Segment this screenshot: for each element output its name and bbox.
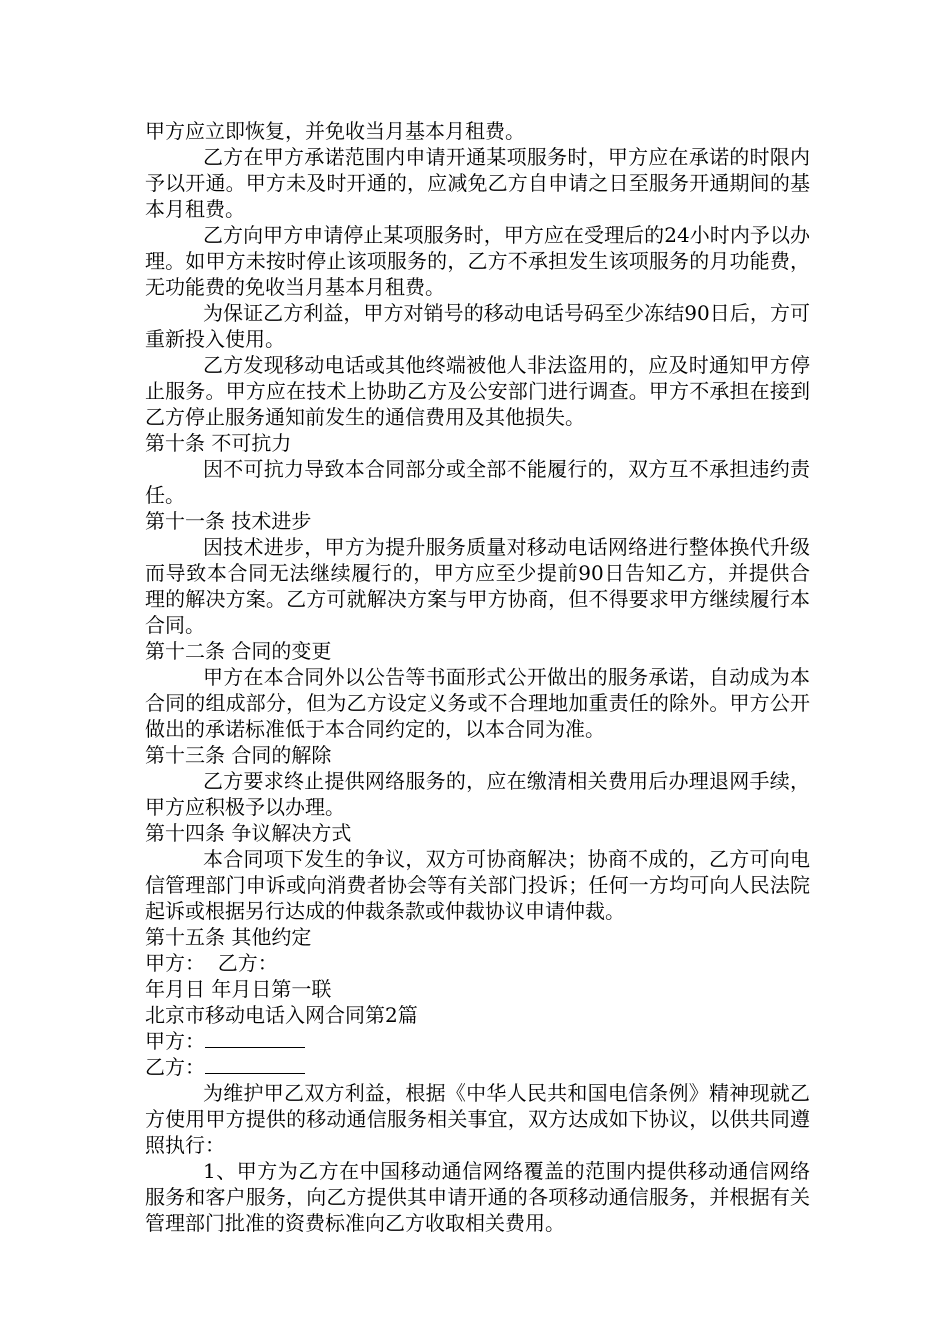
document-body bbox=[145, 118, 810, 1236]
article-heading: 第十条 不可抗力 bbox=[145, 431, 292, 455]
paragraph: 甲方在本合同外以公告等书面形式公开做出的服务承诺，自动成为本合同的组成部分，但为乙方设定义务或不合理地加重责任的除外。甲方公开做出的承诺标准低于本合同约定的，以本合同为准。 bbox=[145, 665, 810, 741]
article-heading: 第十四条 争议解决方式 bbox=[145, 821, 352, 845]
paragraph: 乙方在甲方承诺范围内申请开通某项服务时，甲方应在承诺的时限内予以开通。甲方未及时开通的，应减免乙方自申请之日至服务开通期间的基本月租费。 bbox=[145, 145, 810, 221]
party-b-blank bbox=[205, 1055, 305, 1074]
article-heading: 第十三条 合同的解除 bbox=[145, 743, 332, 767]
signature-parties: 甲方： 乙方： bbox=[145, 951, 278, 975]
paragraph: 因不可抗力导致本合同部分或全部不能履行的，双方互不承担违约责任。 bbox=[145, 457, 810, 507]
article-heading: 第十一条 技术进步 bbox=[145, 509, 312, 533]
paragraph: 本合同项下发生的争议，双方可协商解决；协商不成的，乙方可向电信管理部门申诉或向消费者协会等有关部门投诉；任何一方均可向人民法院起诉或根据另行达成的仲裁条款或仲裁协议申请仲裁。 bbox=[145, 847, 810, 923]
party-a-label: 甲方： bbox=[145, 1029, 205, 1053]
paragraph: 乙方向甲方申请停止某项服务时，甲方应在受理后的24小时内予以办理。如甲方未按时停止该项服务的，乙方不承担发生该项服务的月功能费，无功能费的免收当月基本月租费。 bbox=[145, 223, 810, 299]
section-title: 北京市移动电话入网合同第2篇 bbox=[145, 1003, 418, 1027]
paragraph: 1、甲方为乙方在中国移动通信网络覆盖的范围内提供移动通信网络服务和客户服务，向乙方提供其申请开通的各项移动通信服务，并根据有关管理部门批准的资费标准向乙方收取相关费用。 bbox=[145, 1159, 810, 1235]
paragraph: 甲方应立即恢复，并免收当月基本月租费。 bbox=[145, 119, 525, 143]
paragraph: 乙方要求终止提供网络服务的，应在缴清相关费用后办理退网手续，甲方应积极予以办理。 bbox=[145, 769, 810, 819]
article-heading: 第十二条 合同的变更 bbox=[145, 639, 332, 663]
signature-dates: 年月日 年月日第一联 bbox=[145, 977, 332, 1001]
party-a-line bbox=[145, 1028, 810, 1054]
party-a-blank bbox=[205, 1029, 305, 1048]
paragraph: 为维护甲乙双方利益，根据《中华人民共和国电信条例》精神现就乙方使用甲方提供的移动通信服务相关事宜，双方达成如下协议，以供共同遵照执行： bbox=[145, 1081, 810, 1157]
party-b-line bbox=[145, 1054, 810, 1080]
article-heading: 第十五条 其他约定 bbox=[145, 925, 312, 949]
paragraph: 为保证乙方利益，甲方对销号的移动电话号码至少冻结90日后，方可重新投入使用。 bbox=[145, 301, 810, 351]
party-b-label: 乙方： bbox=[145, 1055, 205, 1079]
paragraph: 乙方发现移动电话或其他终端被他人非法盗用的，应及时通知甲方停止服务。甲方应在技术上协助乙方及公安部门进行调查。甲方不承担在接到乙方停止服务通知前发生的通信费用及其他损失。 bbox=[145, 353, 810, 429]
paragraph: 因技术进步，甲方为提升服务质量对移动电话网络进行整体换代升级而导致本合同无法继续履行的，甲方应至少提前90日告知乙方，并提供合理的解决方案。乙方可就解决方案与甲方协商，但不得要求甲方继续履行本合同。 bbox=[145, 535, 810, 637]
